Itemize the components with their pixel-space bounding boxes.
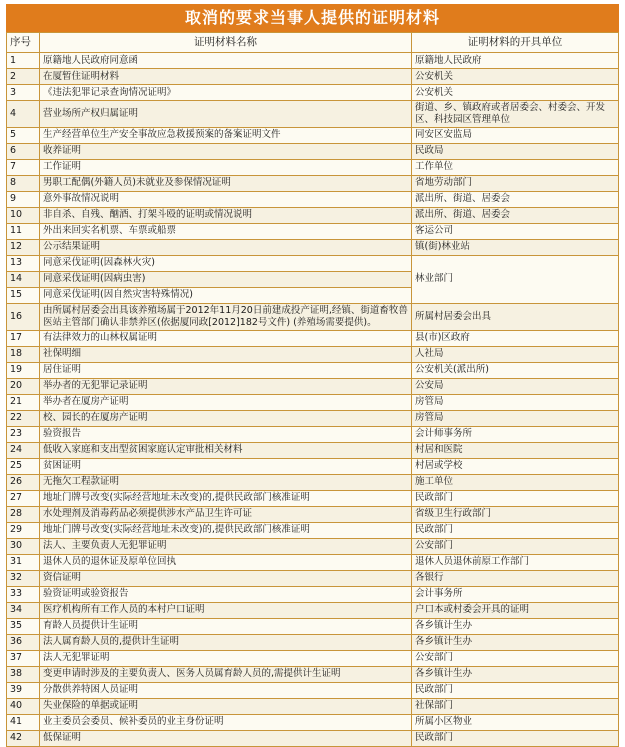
table-row (7, 101, 619, 128)
cell-material-name: 低保证明 (40, 730, 412, 746)
cell-no: 40 (7, 698, 40, 714)
cell-material-name: 生产经营单位生产安全事故应急救援预案的备案证明文件 (40, 127, 412, 143)
table-row (7, 346, 619, 362)
table-row (7, 538, 619, 554)
cell-no: 16 (7, 303, 40, 330)
cell-no: 34 (7, 602, 40, 618)
cell-material-name: 举办者的无犯罪记录证明 (40, 378, 412, 394)
cell-no: 29 (7, 522, 40, 538)
cell-material-name: 工作证明 (40, 159, 412, 175)
cell-issuing-unit: 原籍地人民政府 (412, 53, 619, 69)
column-header-unit: 证明材料的开具单位 (412, 33, 619, 53)
cell-issuing-unit: 会计事务所 (412, 586, 619, 602)
cell-no: 24 (7, 442, 40, 458)
cell-material-name: 营业场所产权归属证明 (40, 101, 412, 128)
cell-no: 41 (7, 714, 40, 730)
table-row (7, 330, 619, 346)
table-body (7, 53, 619, 747)
cell-no: 12 (7, 239, 40, 255)
cell-material-name: 同意采伐证明(因自然灾害特殊情况) (40, 287, 412, 303)
cell-no: 28 (7, 506, 40, 522)
cell-issuing-unit: 派出所、街道、居委会 (412, 207, 619, 223)
table-row (7, 53, 619, 69)
cell-issuing-unit: 公安部门 (412, 538, 619, 554)
cell-material-name: 同意采伐证明(因森林火灾) (40, 255, 412, 271)
cell-no: 11 (7, 223, 40, 239)
cell-material-name: 地址门牌号改变(实际经营地址未改变)的,提供民政部门核准证明 (40, 522, 412, 538)
cell-issuing-unit: 施工单位 (412, 474, 619, 490)
table-row (7, 442, 619, 458)
cell-material-name: 外出来回实名机票、车票或船票 (40, 223, 412, 239)
table-row (7, 143, 619, 159)
cell-material-name: 水处理剂及消毒药品必须提供涉水产品卫生许可证 (40, 506, 412, 522)
cell-issuing-unit: 民政部门 (412, 682, 619, 698)
cell-issuing-unit: 各银行 (412, 570, 619, 586)
cell-material-name: 意外事故情况说明 (40, 191, 412, 207)
table-row (7, 714, 619, 730)
cell-no: 27 (7, 490, 40, 506)
cell-no: 17 (7, 330, 40, 346)
cell-no: 5 (7, 127, 40, 143)
cell-material-name: 男职工配偶(外籍人员)未就业及参保情况证明 (40, 175, 412, 191)
certificates-table (6, 32, 619, 747)
cell-issuing-unit: 村居和医院 (412, 442, 619, 458)
cell-no: 26 (7, 474, 40, 490)
column-header-no: 序号 (7, 33, 40, 53)
cell-no: 35 (7, 618, 40, 634)
cell-issuing-unit: 公安机关(派出所) (412, 362, 619, 378)
cell-no: 25 (7, 458, 40, 474)
cell-material-name: 收养证明 (40, 143, 412, 159)
cell-material-name: 贫困证明 (40, 458, 412, 474)
cell-material-name: 原籍地人民政府同意函 (40, 53, 412, 69)
table-row (7, 666, 619, 682)
cell-issuing-unit: 各乡镇计生办 (412, 634, 619, 650)
cell-material-name: 有法律效力的山林权属证明 (40, 330, 412, 346)
cell-material-name: 育龄人员提供计生证明 (40, 618, 412, 634)
table-row (7, 490, 619, 506)
cell-issuing-unit: 民政局 (412, 143, 619, 159)
cell-no: 42 (7, 730, 40, 746)
table-row (7, 239, 619, 255)
table-row (7, 458, 619, 474)
cell-no: 6 (7, 143, 40, 159)
table-row (7, 650, 619, 666)
table-row (7, 682, 619, 698)
cell-no: 21 (7, 394, 40, 410)
cell-no: 7 (7, 159, 40, 175)
cell-no: 33 (7, 586, 40, 602)
cell-issuing-unit: 派出所、街道、居委会 (412, 191, 619, 207)
cell-no: 13 (7, 255, 40, 271)
table-row (7, 554, 619, 570)
cell-no: 4 (7, 101, 40, 128)
cell-issuing-unit: 所属小区物业 (412, 714, 619, 730)
table-row (7, 175, 619, 191)
cell-material-name: 由所属村居委会出具该养殖场属于2012年11月20日前建成投产证明,经镇、街道畜牧兽医站主管部门确认非禁养区(依据厦同政[2012]182号文件) (养殖场需要提供)。 (40, 303, 412, 330)
table-row (7, 223, 619, 239)
cell-no: 23 (7, 426, 40, 442)
table-row (7, 191, 619, 207)
cell-issuing-unit: 房管局 (412, 394, 619, 410)
cell-material-name: 医疗机构所有工作人员的本村户口证明 (40, 602, 412, 618)
cell-material-name: 失业保险的单据或证明 (40, 698, 412, 714)
cell-material-name: 法人无犯罪证明 (40, 650, 412, 666)
cell-material-name: 法人、主要负责人无犯罪证明 (40, 538, 412, 554)
cell-material-name: 验资报告 (40, 426, 412, 442)
cell-no: 39 (7, 682, 40, 698)
cell-no: 8 (7, 175, 40, 191)
cell-issuing-unit: 户口本或村委会开具的证明 (412, 602, 619, 618)
table-row (7, 730, 619, 746)
cell-issuing-unit: 村居或学校 (412, 458, 619, 474)
cell-issuing-unit: 县(市)区政府 (412, 330, 619, 346)
table-row (7, 69, 619, 85)
table-row (7, 634, 619, 650)
table-row (7, 618, 619, 634)
cell-issuing-unit: 工作单位 (412, 159, 619, 175)
cell-issuing-unit: 社保部门 (412, 698, 619, 714)
cell-material-name: 公示结果证明 (40, 239, 412, 255)
cell-issuing-unit: 所属村居委会出具 (412, 303, 619, 330)
table-row (7, 303, 619, 330)
cell-material-name: 地址门牌号改变(实际经营地址未改变)的,提供民政部门核准证明 (40, 490, 412, 506)
table-row (7, 522, 619, 538)
cell-issuing-unit: 民政部门 (412, 730, 619, 746)
column-header-name: 证明材料名称 (40, 33, 412, 53)
cell-issuing-unit: 公安机关 (412, 85, 619, 101)
cell-material-name: 社保明细 (40, 346, 412, 362)
cell-no: 10 (7, 207, 40, 223)
cell-no: 18 (7, 346, 40, 362)
cell-issuing-unit: 各乡镇计生办 (412, 666, 619, 682)
table-row (7, 378, 619, 394)
table-row (7, 127, 619, 143)
table-row (7, 207, 619, 223)
cell-issuing-unit: 房管局 (412, 410, 619, 426)
cell-issuing-unit: 退休人员退休前原工作部门 (412, 554, 619, 570)
cell-issuing-unit: 公安机关 (412, 69, 619, 85)
cell-material-name: 验资证明或验资报告 (40, 586, 412, 602)
cell-issuing-unit: 省级卫生行政部门 (412, 506, 619, 522)
cell-issuing-unit: 民政部门 (412, 522, 619, 538)
cell-no: 2 (7, 69, 40, 85)
cell-no: 19 (7, 362, 40, 378)
cell-material-name: 同意采伐证明(因病虫害) (40, 271, 412, 287)
cell-no: 1 (7, 53, 40, 69)
cell-no: 30 (7, 538, 40, 554)
cell-issuing-unit: 公安局 (412, 378, 619, 394)
table-row (7, 586, 619, 602)
cell-no: 22 (7, 410, 40, 426)
cell-issuing-unit: 会计师事务所 (412, 426, 619, 442)
cell-no: 15 (7, 287, 40, 303)
table-row (7, 474, 619, 490)
cell-issuing-unit: 林业部门 (412, 255, 619, 303)
table-row (7, 602, 619, 618)
table-row (7, 570, 619, 586)
page-title: 取消的要求当事人提供的证明材料 (6, 4, 619, 32)
cell-issuing-unit: 各乡镇计生办 (412, 618, 619, 634)
cell-issuing-unit: 公安部门 (412, 650, 619, 666)
table-row (7, 362, 619, 378)
table-row (7, 426, 619, 442)
cell-no: 20 (7, 378, 40, 394)
cell-material-name: 退休人员的退休证及原单位回执 (40, 554, 412, 570)
cell-material-name: 校、园长的在厦房产证明 (40, 410, 412, 426)
table-header (7, 33, 619, 53)
cell-material-name: 分散供养特困人员证明 (40, 682, 412, 698)
cell-material-name: 非自杀、自残、酗酒、打架斗殴的证明或情况说明 (40, 207, 412, 223)
cell-material-name: 资信证明 (40, 570, 412, 586)
cell-issuing-unit: 客运公司 (412, 223, 619, 239)
cell-no: 31 (7, 554, 40, 570)
cell-no: 38 (7, 666, 40, 682)
table-row (7, 410, 619, 426)
cell-no: 3 (7, 85, 40, 101)
table-row (7, 698, 619, 714)
cell-material-name: 举办者在厦房产证明 (40, 394, 412, 410)
cell-issuing-unit: 民政部门 (412, 490, 619, 506)
cell-material-name: 居住证明 (40, 362, 412, 378)
cell-no: 37 (7, 650, 40, 666)
cell-issuing-unit: 同安区安监局 (412, 127, 619, 143)
cell-no: 14 (7, 271, 40, 287)
cell-material-name: 无拖欠工程款证明 (40, 474, 412, 490)
cell-issuing-unit: 街道、乡、镇政府或者居委会、村委会、开发区、科技园区管理单位 (412, 101, 619, 128)
cell-issuing-unit: 镇(街)林业站 (412, 239, 619, 255)
table-row (7, 255, 619, 271)
table-row (7, 506, 619, 522)
table-row (7, 394, 619, 410)
cell-material-name: 《违法犯罪记录查询情况证明》 (40, 85, 412, 101)
table-header-row (7, 33, 619, 53)
cell-no: 32 (7, 570, 40, 586)
cell-material-name: 法人属育龄人员的,提供计生证明 (40, 634, 412, 650)
cell-material-name: 在厦暂住证明材料 (40, 69, 412, 85)
cell-issuing-unit: 人社局 (412, 346, 619, 362)
table-row (7, 85, 619, 101)
cell-material-name: 业主委员会委员、候补委员的业主身份证明 (40, 714, 412, 730)
cell-issuing-unit: 省地劳动部门 (412, 175, 619, 191)
cell-no: 9 (7, 191, 40, 207)
cell-material-name: 变更申请时涉及的主要负责人、医务人员属育龄人员的,需提供计生证明 (40, 666, 412, 682)
cell-no: 36 (7, 634, 40, 650)
cell-material-name: 低收入家庭和支出型贫困家庭认定审批相关材料 (40, 442, 412, 458)
table-row (7, 159, 619, 175)
